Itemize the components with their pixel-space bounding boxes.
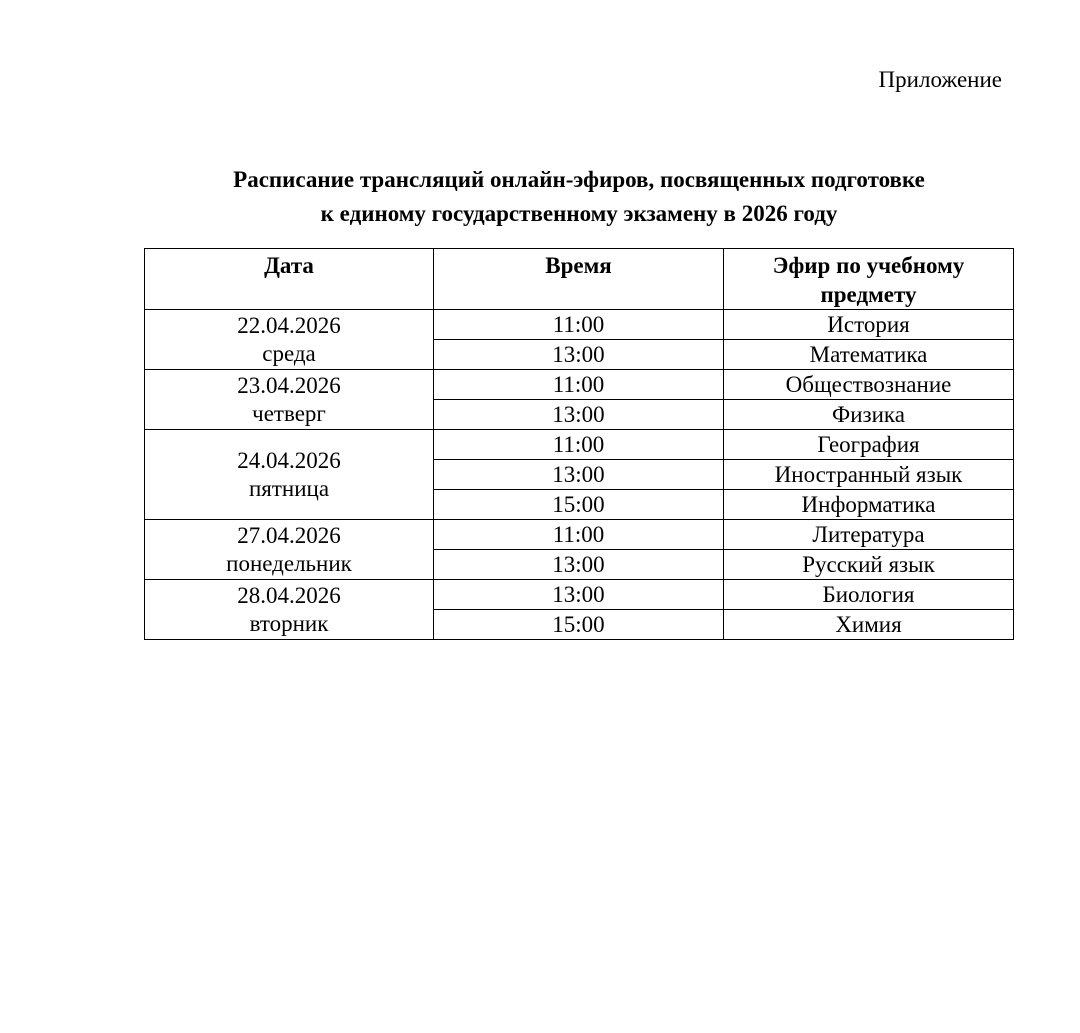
time-cell: 13:00 <box>434 400 724 430</box>
subject-cell: Химия <box>724 610 1014 640</box>
document-title <box>100 163 1058 231</box>
header-time: Время <box>434 249 724 310</box>
date-cell <box>145 580 434 640</box>
header-subject: Эфир по учебному предмету <box>724 249 1014 310</box>
table-row <box>145 430 1014 460</box>
subject-cell: Биология <box>724 580 1014 610</box>
appendix-label: Приложение <box>878 67 1002 92</box>
subject-cell: Русский язык <box>724 550 1014 580</box>
time-cell: 13:00 <box>434 340 724 370</box>
schedule-table <box>144 248 1014 640</box>
weekday-value: пятница <box>248 475 330 501</box>
time-cell: 13:00 <box>434 460 724 490</box>
subject-cell: Обществознание <box>724 370 1014 400</box>
title-line-2: к единому государственному экзамену в 2026 году <box>320 201 838 226</box>
header-date: Дата <box>145 249 434 310</box>
date-cell <box>145 520 434 580</box>
subject-cell: Математика <box>724 340 1014 370</box>
table-row <box>145 520 1014 550</box>
table-row <box>145 580 1014 610</box>
time-cell: 15:00 <box>434 610 724 640</box>
subject-cell: История <box>724 310 1014 340</box>
header-row <box>145 249 1014 310</box>
subject-cell: Иностранный язык <box>724 460 1014 490</box>
subject-cell: Литература <box>724 520 1014 550</box>
date-cell <box>145 430 434 520</box>
time-cell: 11:00 <box>434 520 724 550</box>
table-row <box>145 310 1014 340</box>
date-cell <box>145 310 434 370</box>
time-cell: 11:00 <box>434 370 724 400</box>
time-cell: 15:00 <box>434 490 724 520</box>
weekday-value: вторник <box>249 610 329 636</box>
subject-cell: Информатика <box>724 490 1014 520</box>
date-value: 24.04.2026 <box>237 447 341 473</box>
date-value: 22.04.2026 <box>237 312 341 338</box>
date-value: 23.04.2026 <box>237 372 341 398</box>
subject-cell: География <box>724 430 1014 460</box>
date-value: 27.04.2026 <box>237 522 341 548</box>
weekday-value: среда <box>262 340 316 366</box>
time-cell: 11:00 <box>434 310 724 340</box>
time-cell: 13:00 <box>434 550 724 580</box>
weekday-value: понедельник <box>226 550 352 576</box>
schedule-body <box>145 310 1014 640</box>
title-line-1: Расписание трансляций онлайн-эфиров, посвященных подготовке <box>233 167 925 192</box>
time-cell: 13:00 <box>434 580 724 610</box>
time-cell: 11:00 <box>434 430 724 460</box>
date-cell <box>145 370 434 430</box>
date-value: 28.04.2026 <box>237 582 341 608</box>
weekday-value: четверг <box>252 400 326 426</box>
table-row <box>145 370 1014 400</box>
subject-cell: Физика <box>724 400 1014 430</box>
